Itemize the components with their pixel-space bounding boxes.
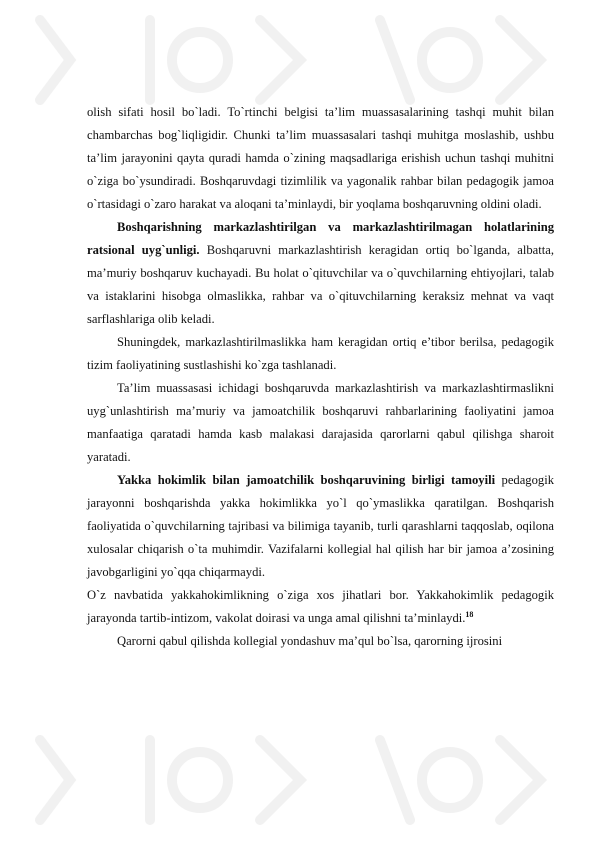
paragraph-6-text: O`z navbatida yakkahokimlikning o`ziga xos jihatlari bor. Yakkahokimlik pedagogik jarayonda tartib-intizom, vakolat doirasi va unga amal qilishni ta’minlaydi. — [87, 588, 554, 625]
paragraph-2-bold-lead: Boshqarishning markazlashtirilgan va markazlashtirilmagan holatlarining ratsional uyg`unligi. — [87, 220, 554, 257]
paragraph-6 — [87, 584, 554, 630]
paragraph-7 — [87, 630, 554, 653]
paragraph-4-text: Ta’lim muassasasi ichidagi boshqaruvda markazlashtirish va markazlashtirmaslikni uyg`unlashtirish ma’muriy va jamoatchilik boshqaruvi rahbarlarining faoliyatini jamoa manfaatiga qaratadi hamda kasb malakasi darajasida qarorlarni qabul qilishga sharoit yaratadi. — [87, 381, 554, 464]
paragraph-3 — [87, 331, 554, 377]
paragraph-1 — [87, 101, 554, 216]
paragraph-2-text: Boshqaruvni markazlashtirish keragidan ortiq bo`lganda, albatta, ma’muriy boshqaruv kuchayadi. Bu holat o`qituvchilar va o`quvchilarning ehtiyojlari, talab va istaklarini hisobga olmaslikka, rahbar va o`qituvchilarning keraksiz mehnat va vaqt sarflashlariga olib keladi. — [87, 243, 555, 326]
paragraph-4 — [87, 377, 554, 469]
document-body — [87, 101, 554, 653]
paragraph-7-text: Qarorni qabul qilishda kollegial yondashuv ma’qul bo`lsa, qarorning ijrosini — [117, 634, 503, 648]
paragraph-2 — [87, 216, 554, 331]
paragraph-1-text: olish sifati hosil bo`ladi. To`rtinchi belgisi ta’lim muassasalarining tashqi muhit bilan chambarchas bog`liqligidir. Chunki ta’lim muassasalari tashqi muhitga moslashib, ushbu ta’lim jarayonini qayta quradi hamda o`zining maqsadlariga erishish uchun tashqi muhitni o`ziga bo`ysundiradi. Boshqaruvdagi tizimlilik va yagonalik rahbar bilan pedagogik jamoa o`rtasidagi o`zaro harakat va aloqani ta’minlaydi, bir yoqlama boshqaruvning oldini oladi. — [87, 105, 554, 211]
paragraph-5 — [87, 469, 554, 584]
paragraph-3-text: Shuningdek, markazlashtirilmaslikka ham keragidan ortiq e’tibor berilsa, pedagogik tizim faoliyatining sustlashishi ko`zga tashlanadi. — [87, 335, 554, 372]
paragraph-5-text: pedagogik jarayonni boshqarishda yakka hokimlikka yo`l qo`ymaslikka qaratilgan. Boshqarish faoliyatida o`quvchilarning tajribasi va bilimiga tayanib, turli qarashlarni taqqoslab, oqilona xulosalar chiqarish o`ta muhimdir. Vazifalarni kollegial hal qilish har bir jamoa a’zosining javobgarligini yo`qqa chiqarmaydi. — [87, 473, 554, 579]
footnote-marker[interactable]: 18 — [465, 609, 474, 619]
paragraph-5-bold-lead: Yakka hokimlik bilan jamoatchilik boshqaruvining birligi tamoyili — [117, 473, 496, 487]
